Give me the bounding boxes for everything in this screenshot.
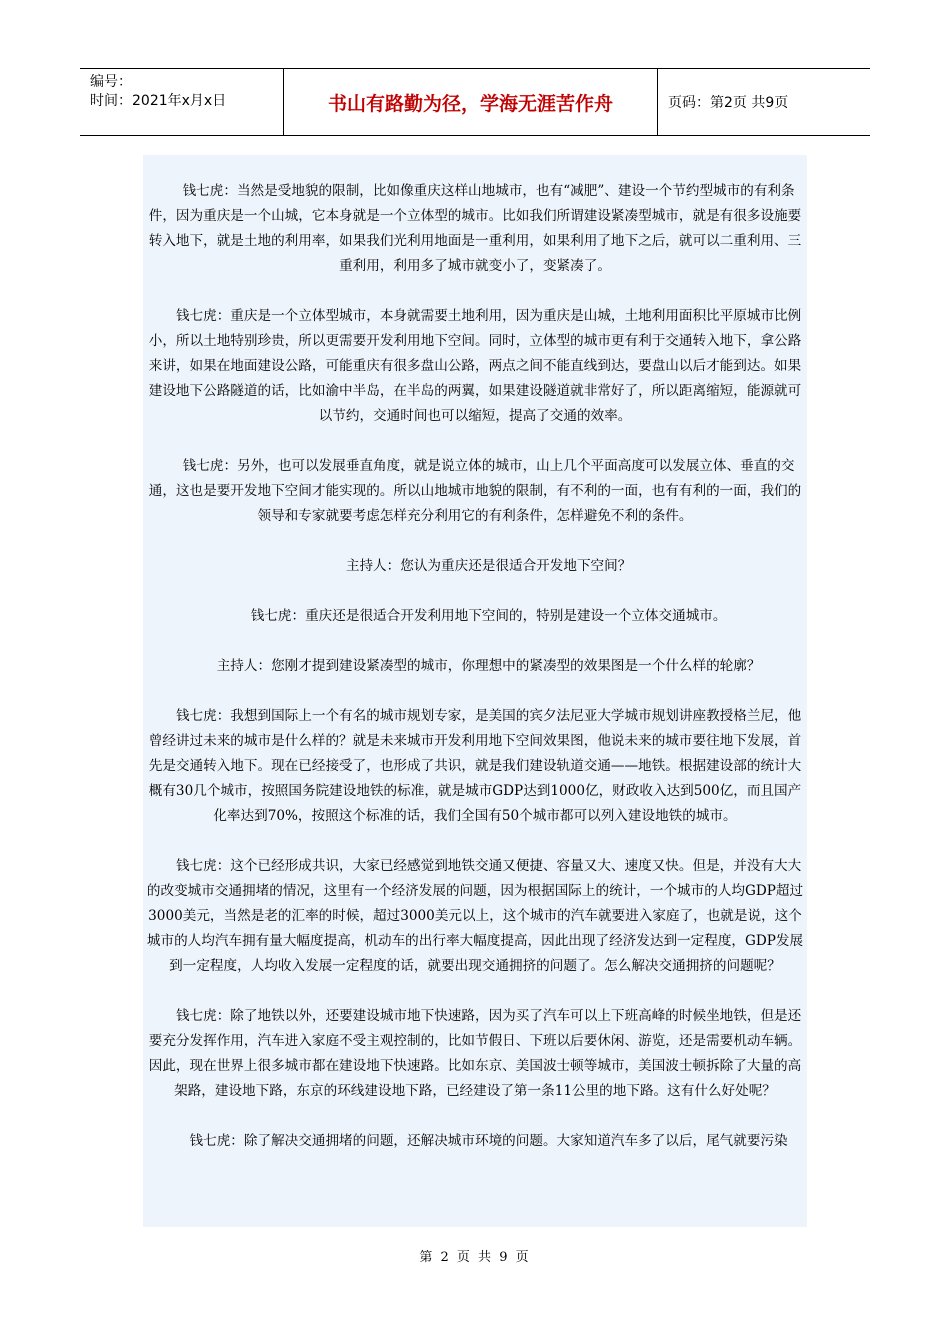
article-body [143,155,807,1227]
header-page-info: 页码：第2页 共9页 [668,95,789,111]
header-motto: 书山有路勤为径，学海无涯苦作舟 [284,69,658,135]
header-meta [80,69,284,135]
paragraph: 钱七虎：除了地铁以外，还要建设城市地下快速路，因为买了汽车可以上下班高峰的时候坐地铁，但是还要充分发挥作用，汽车进入家庭不受主观控制的，比如节假日、下班以后要休闲、游览，还是需要机动车辆。因此，现在世界上很多城市都在建设地下快速路。比如东京、美国波士顿等城市，美国波士顿拆除了大量的高架路，建设地下路，东京的环线建设地下路，已经建设了第一条11公里的地下路。这有什么好处呢？ [148,1008,802,1099]
paragraph: 钱七虎：当然是受地貌的限制，比如像重庆这样山地城市，也有“减肥”、建设一个节约型城市的有利条件，因为重庆是一个山城，它本身就是一个立体型的城市。比如我们所谓建设紧凑型城市，就是有很多设施要转入地下，就是土地的利用率，如果我们光利用地面是一重利用，如果利用了地下之后，就可以二重利用、三重利用，利用多了城市就变小了，变紧凑了。 [148,183,802,274]
paragraph: 钱七虎：重庆还是很适合开发利用地下空间的，特别是建设一个立体交通城市。 [250,608,727,624]
page-footer: 第 2 页 共 9 页 [419,1250,531,1265]
paragraph: 钱七虎：这个已经形成共识，大家已经感觉到地铁交通又便捷、容量又大、速度又快。但是，并没有大大的改变城市交通拥堵的情况，这里有一个经济发展的问题，因为根据国际上的统计，一个城市的人均GDP超过3000美元，当然是老的汇率的时候，超过3000美元以上，这个城市的汽车就要进入家庭了，也就是说，这个城市的人均汽车拥有量大幅度提高，机动车的出行率大幅度提高，因此出现了经济发达到一定程度，GDP发展到一定程度，人均收入发展一定程度的话，就要出现交通拥挤的问题了。怎么解决交通拥挤的问题呢？ [146,858,804,974]
page-header [80,68,870,136]
paragraph: 钱七虎：我想到国际上一个有名的城市规划专家，是美国的宾夕法尼亚大学城市规划讲座教授格兰尼，他曾经讲过未来的城市是什么样的？就是未来城市开发利用地下空间效果图，他说未来的城市要往地下发展，首先是交通转入地下。现在已经接受了，也形成了共识，就是我们建设轨道交通——地铁。根据建设部的统计大概有30几个城市，按照国务院建设地铁的标准，就是城市GDP达到1000亿，财政收入达到500亿，而且国产化率达到70%，按照这个标准的话，我们全国有50个城市都可以列入建设地铁的城市。 [148,708,802,824]
paragraph: 主持人：您刚才提到建设紧凑型的城市，你理想中的紧凑型的效果图是一个什么样的轮廓？ [216,658,761,674]
paragraph: 钱七虎：重庆是一个立体型城市，本身就需要土地利用，因为重庆是山城，土地利用面积比平原城市比例小，所以土地特别珍贵，所以更需要开发利用地下空间。同时，立体型的城市更有利于交通转入地下，拿公路来讲，如果在地面建设公路，可能重庆有很多盘山公路，两点之间不能直线到达，要盘山以后才能到达。如果建设地下公路隧道的话，比如渝中半岛，在半岛的两翼，如果建设隧道就非常好了，所以距离缩短，能源就可以节约，交通时间也可以缩短，提高了交通的效率。 [148,308,802,424]
paragraph: 钱七虎：另外，也可以发展垂直角度，就是说立体的城市，山上几个平面高度可以发展立体、垂直的交通，这也是要开发地下空间才能实现的。所以山地城市地貌的限制，有不利的一面，也有有利的一面，我们的领导和专家就要考虑怎样充分利用它的有利条件，怎样避免不利的条件。 [148,458,802,524]
number-label: 编号： [90,74,132,90]
paragraph: 主持人：您认为重庆还是很适合开发地下空间？ [345,558,632,574]
paragraph: 钱七虎：除了解决交通拥堵的问题，还解决城市环境的问题。大家知道汽车多了以后，尾气就要污染 [189,1133,788,1149]
date-label: 时间：2021年x月x日 [90,93,227,109]
